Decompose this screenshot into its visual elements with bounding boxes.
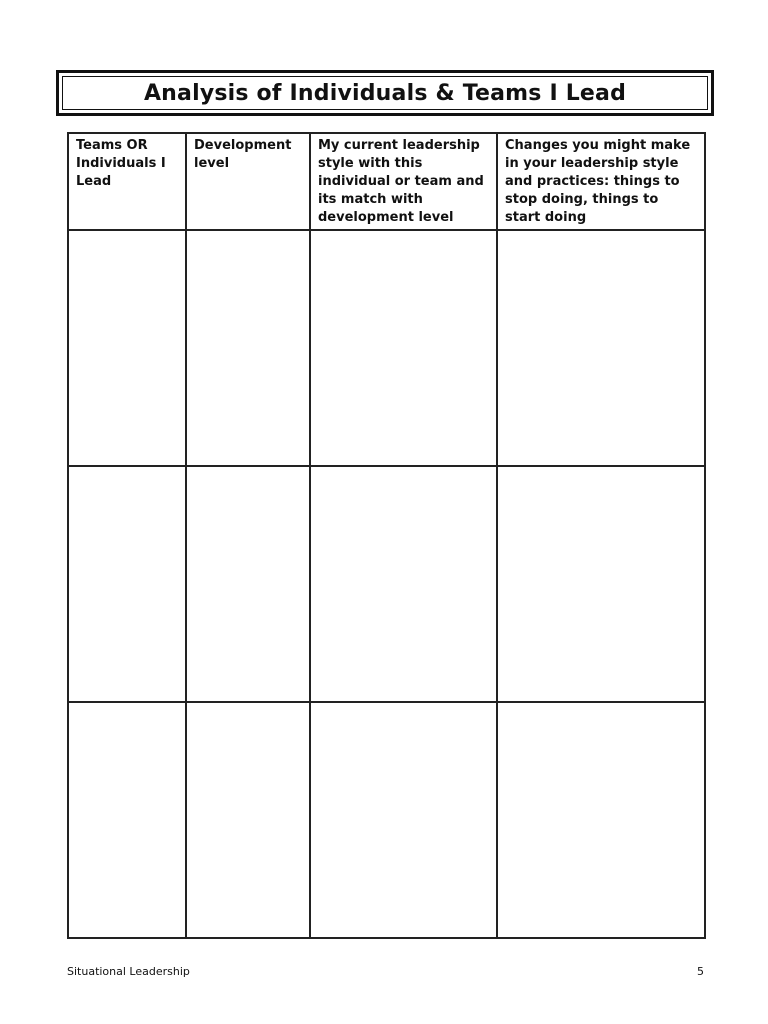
worksheet-table [67,132,706,939]
header-current-leadership-style: My current leadership style with this individual or team and its match with development level [310,133,497,230]
table-cell[interactable] [68,466,186,702]
table-cell[interactable] [497,230,705,466]
header-teams-or-individuals: Teams OR Individuals I Lead [68,133,186,230]
table-cell[interactable] [186,466,310,702]
table-row [68,466,705,702]
footer-document-name: Situational Leadership [67,965,190,978]
table-cell[interactable] [310,466,497,702]
page-title: Analysis of Individuals & Teams I Lead [143,80,627,106]
header-row [68,133,705,230]
table-cell[interactable] [310,230,497,466]
table-cell[interactable] [68,702,186,938]
header-changes: Changes you might make in your leadership style and practices: things to stop doing, things to start doing [497,133,705,230]
footer-page-number: 5 [697,965,704,978]
table-cell[interactable] [497,466,705,702]
table-cell[interactable] [186,702,310,938]
table-row [68,230,705,466]
table-cell[interactable] [310,702,497,938]
table-cell[interactable] [497,702,705,938]
table-cell[interactable] [68,230,186,466]
table-row [68,702,705,938]
title-inner-border [62,76,708,110]
table-cell[interactable] [186,230,310,466]
title-box [56,70,714,116]
header-development-level: Development level [186,133,310,230]
